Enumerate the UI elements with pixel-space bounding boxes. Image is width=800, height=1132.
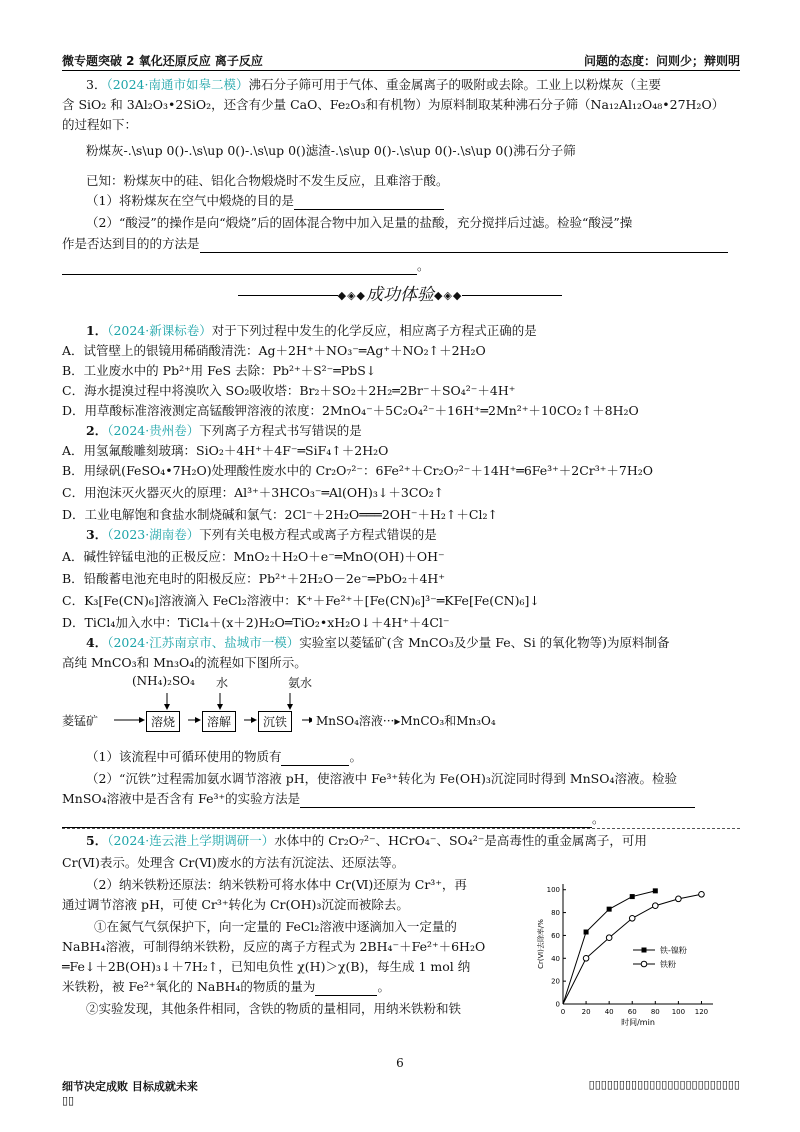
q3a-line2: 含 SiO₂ 和 3Al₂O₃•2SiO₂，还含有少量 CaO、Fe₂O₃和有机物）为原料制取某种沸石分子筛（Na₁₂Al₁₂O₄₈•27H₂O）	[62, 97, 725, 112]
flow-start: 菱锰矿	[58, 711, 102, 730]
x-tick-label: 20	[581, 1008, 591, 1016]
q5-line3: ①在氮气气氛保护下，向一定量的 FeCl₂溶液中逐滴加入一定量的	[94, 919, 457, 934]
q3a-known: 已知：粉煤灰中的硅、铝化合物煅烧时不发生反应，且难溶于酸。	[86, 173, 449, 188]
q5-line2: 通过调节溶液 pH，可使 Cr³⁺转化为 Cr(OH)₃沉淀而被除去。	[62, 897, 409, 912]
q2-option-b: B．用绿矾(FeSO₄•7H₂O)处理酸性废水中的 Cr₂O₇²⁻：6Fe²⁺＋Cr₂O₇²⁻＋14H⁺═6Fe³⁺＋2Cr³⁺＋7H₂O	[62, 463, 653, 478]
flow-input-ammonium-sulfate: (NH₄)₂SO₄	[128, 673, 199, 689]
footer-left: 细节决定成败 目标成就未来	[62, 1080, 198, 1093]
q3-option-c: C．K₃[Fe(CN)₆]溶液滴入 FeCl₂溶液中：K⁺＋Fe²⁺＋[Fe(CN)₆]³⁻═KFe[Fe(CN)₆]↓	[62, 593, 540, 608]
q5-line1: （2）纳米铁粉还原法：纳米铁粉可将水体中 Cr(Ⅵ)还原为 Cr³⁺，再	[86, 877, 467, 892]
flow-step-dissolve: 溶解	[202, 711, 236, 732]
q5-line4: NaBH₄溶液，可制得纳米铁粉，反应的离子方程式为 2BH₄⁻＋Fe²⁺＋6H₂O	[62, 939, 486, 954]
q4-part2c: 。	[62, 810, 740, 828]
q2-option-c: C．用泡沫灭火器灭火的原理：Al³⁺＋3HCO₃⁻═Al(OH)₃↓＋3CO₂↑	[62, 485, 445, 500]
flow-step-roast: 溶烧	[146, 711, 180, 732]
x-tick-label: 100	[671, 1008, 686, 1016]
y-tick-label: 40	[551, 954, 560, 963]
q2-option-a: A．用氢氟酸雕刻玻璃：SiO₂＋4H⁺＋4F⁻═SiF₄↑＋2H₂O	[62, 443, 389, 458]
x-tick-label: 40	[604, 1008, 614, 1016]
q1-option-b: B．工业废水中的 Pb²⁺用 FeS 去除：Pb²⁺＋S²⁻═PbS↓	[62, 363, 377, 378]
q2-option-d: D．工业电解饱和食盐水制烧碱和氯气：2Cl⁻＋2H₂O═══2OH⁻＋H₂↑＋Cl₂↑	[62, 507, 498, 522]
q1-stem: 1．（2024·新课标卷）对于下列过程中发生的化学反应，相应离子方程式正确的是	[86, 323, 537, 338]
q3-option-a: A．碱性锌锰电池的正极反应：MnO₂＋H₂O＋e⁻═MnO(OH)＋OH⁻	[62, 549, 445, 564]
point-1	[676, 896, 682, 902]
y-tick-label: 80	[551, 909, 560, 918]
q3a-part2c: 。	[62, 257, 740, 275]
x-axis-label: 时间/min	[621, 1018, 655, 1027]
flow-tail: MnSO₄溶液···▸MnCO₃和Mn₃O₄	[312, 711, 500, 730]
page-number: 6	[396, 1056, 404, 1070]
flow-input-water: 水	[212, 673, 232, 692]
q4-flow-diagram	[62, 675, 522, 745]
q5-line5: ═Fe↓＋2B(OH)₃↓＋7H₂↑，已知电负性 χ(H)＞χ(B)，每生成 1 mol 纳	[62, 959, 471, 974]
q5-stem2: Cr(Ⅵ)表示。处理含 Cr(Ⅵ)废水的方法有沉淀法、还原法等。	[62, 855, 405, 870]
q4-stem: 4．（2024·江苏南京市、盐城市一模）实验室以菱锰矿(含 MnCO₃及少量 Fe、Si 的氧化物等)为原料制备	[86, 635, 670, 650]
q3a-part2b: 作是否达到目的的方法是	[62, 235, 740, 253]
point-0	[607, 907, 612, 912]
x-tick-label: 0	[560, 1008, 566, 1016]
section-title: ◆◈◆成功体验◆◈◆	[0, 280, 800, 305]
q3a-line1: 3．（2024·南通市如皋二模）沸石分子筛可用于气体、重金属离子的吸附或去除。工业上以粉煤灰（主要	[86, 77, 662, 92]
point-0	[653, 888, 658, 893]
y-tick-label: 20	[551, 977, 560, 986]
point-1	[629, 915, 635, 921]
point-0	[584, 930, 589, 935]
point-1	[583, 955, 589, 961]
q3a-flow: 粉煤灰-.\s\up 0()-.\s\up 0()-.\s\up 0()滤渣-.\s\up 0()-.\s\up 0()-.\s\up 0()沸石分子筛	[86, 143, 576, 158]
q3a-part1: （1）将粉煤灰在空气中煅烧的目的是	[62, 192, 740, 210]
q4-part2a: （2）“沉铁”过程需加氨水调节溶液 pH，使溶液中 Fe³⁺转化为 Fe(OH)₃沉淀同时得到 MnSO₄溶液。检验	[86, 771, 677, 786]
q2-stem: 2．（2024·贵州卷）下列离子方程式书写错误的是	[86, 423, 362, 438]
removal-rate-chart	[535, 878, 730, 1028]
q5-stem: 5．（2024·连云港上学期调研一）水体中的 Cr₂O₇²⁻、HCrO₄⁻、SO₄²⁻是高毒性的重金属离子，可用	[86, 833, 647, 848]
q4-part2b: MnSO₄溶液中是否含有 Fe³⁺的实验方法是	[62, 790, 740, 808]
flow-step-iron-removal: 沉铁	[258, 711, 292, 732]
point-1	[699, 891, 705, 897]
header-right: 问题的态度：问则少；辩则明	[583, 54, 740, 68]
page-footer	[62, 1078, 740, 1107]
x-tick-label: 120	[694, 1008, 709, 1016]
q4-part1: （1）该流程中可循环使用的物质有 。	[86, 749, 362, 764]
x-tick-label: 80	[650, 1008, 660, 1016]
q1-option-a: A．试管壁上的银镜用稀硝酸清洗：Ag＋2H⁺＋NO₃⁻═Ag⁺＋NO₂↑＋2H₂O	[62, 343, 486, 358]
header-left: 微专题突破 2 氧化还原反应 离子反应	[62, 54, 263, 68]
header-rule	[62, 70, 740, 71]
flow-arrows	[62, 675, 522, 745]
q5-line7: ②实验发现，其他条件相同，含铁的物质的量相同，用纳米铁粉和铁	[86, 1001, 462, 1016]
q5-line6: 米铁粉，被 Fe²⁺氧化的 NaBH₄的物质的量为 。	[62, 979, 390, 994]
x-tick-label: 60	[627, 1008, 637, 1016]
y-axis-label: Cr(Ⅵ)去除率/%	[537, 919, 545, 969]
flow-input-ammonia: 氨水	[284, 673, 316, 692]
footer-right: ▯▯▯▯▯▯▯▯▯▯▯▯▯▯▯▯▯▯▯▯▯▯▯▯▯	[588, 1078, 740, 1091]
q1-option-c: C．海水提溴过程中将溴吹入 SO₂吸收塔：Br₂＋SO₂＋2H₂═2Br⁻＋SO₄²⁻＋4H⁺	[62, 383, 516, 398]
page-header	[62, 52, 740, 70]
q3-option-b: B．铅酸蓄电池充电时的阳极反应：Pb²⁺＋2H₂O－2e⁻═PbO₂＋4H⁺	[62, 571, 445, 586]
y-tick-label: 60	[551, 931, 560, 940]
point-1	[653, 903, 659, 909]
legend-marker-0	[642, 948, 647, 953]
legend-label-0: 铁-镍粉	[660, 946, 687, 955]
footer-left2: ▯▯	[62, 1094, 75, 1107]
legend-label-1: 铁粉	[660, 960, 676, 969]
q3-stem: 3．（2023·湖南卷）下列有关电极方程式或离子方程式错误的是	[86, 527, 437, 542]
point-0	[630, 894, 635, 899]
point-1	[606, 935, 612, 941]
y-tick-label: 100	[546, 886, 560, 895]
q4-stem2: 高纯 MnCO₃和 Mn₃O₄的流程如下图所示。	[62, 655, 307, 670]
divider	[62, 828, 740, 829]
q3-option-d: D．TiCl₄加入水中：TiCl₄＋(x＋2)H₂O═TiO₂•xH₂O↓＋4H⁺＋4Cl⁻	[62, 615, 450, 630]
q1-option-d: D．用草酸标准溶液测定高锰酸钾溶液的浓度：2MnO₄⁻＋5C₂O₄²⁻＋16H⁺═2Mn²⁺＋10CO₂↑＋8H₂O	[62, 403, 639, 418]
legend-marker-1	[641, 961, 647, 967]
q3a-line3: 的过程如下：	[62, 117, 138, 132]
y-tick-label: 0	[555, 1000, 560, 1009]
q3a-part2a: （2）“酸浸”的操作是向“煅烧”后的固体混合物中加入足量的盐酸，充分搅拌后过滤。检验“酸浸”操	[86, 215, 633, 230]
